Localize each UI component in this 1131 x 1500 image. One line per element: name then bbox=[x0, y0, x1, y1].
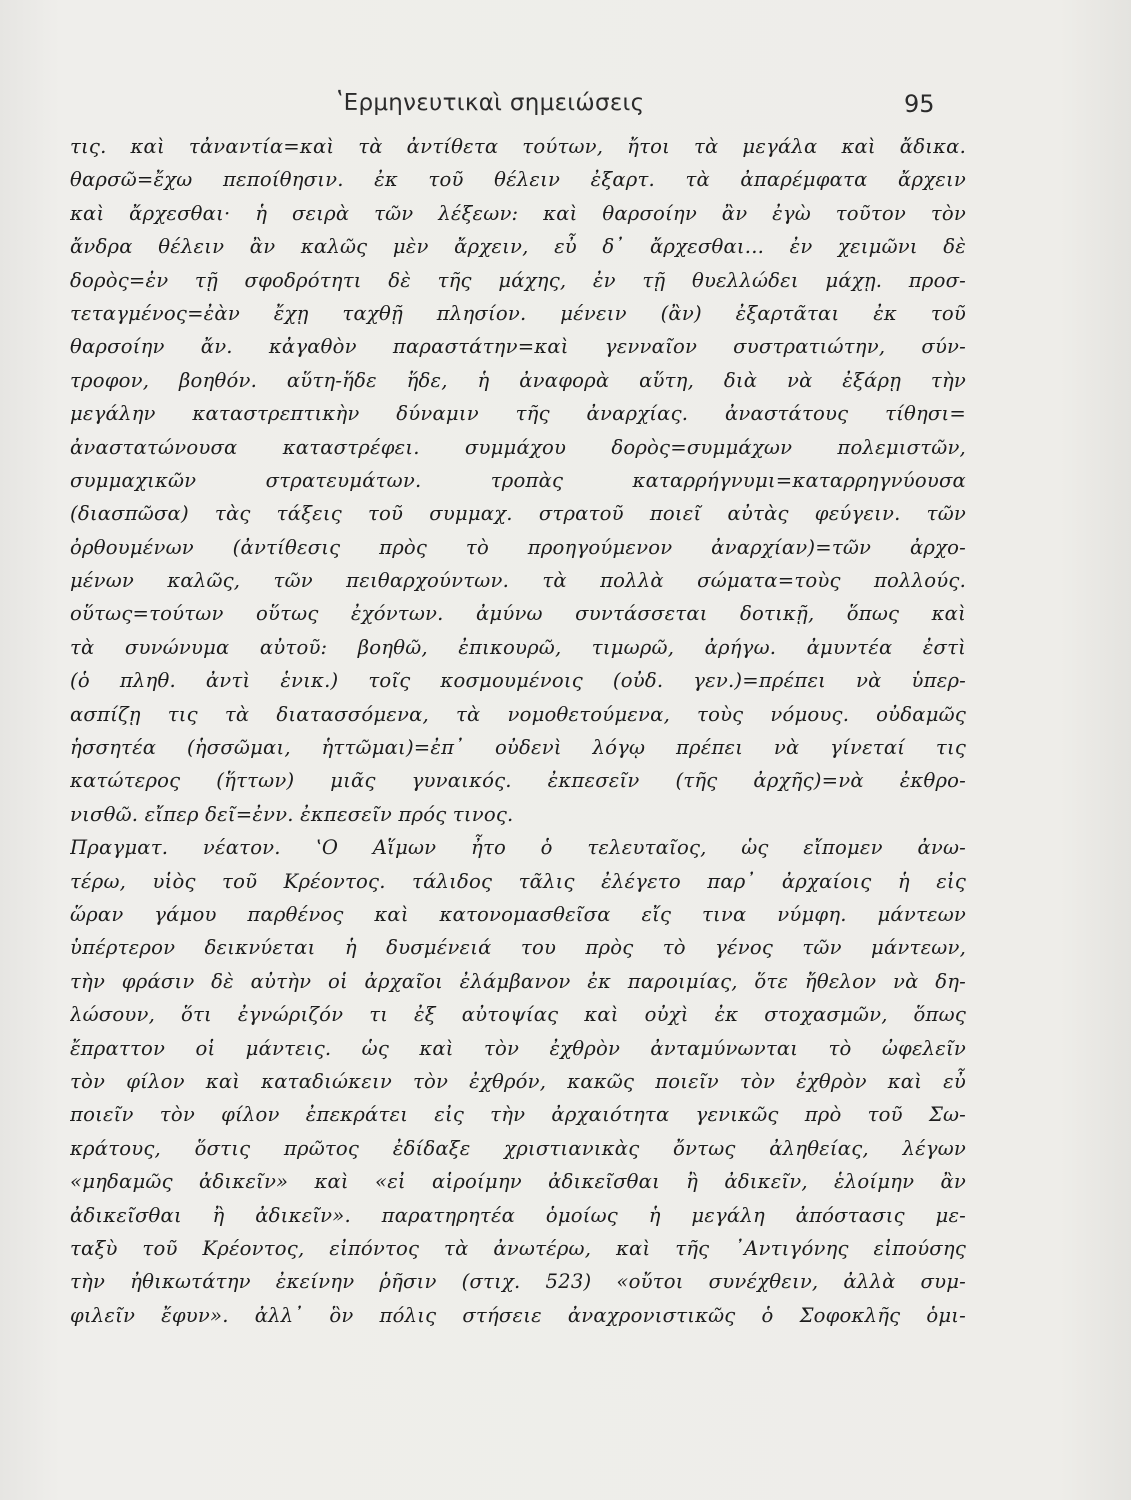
text-line: τροφον, βοηθόν. αὕτη-ἥδε ἥδε, ἡ ἀναφορὰ αὕτη, διὰ νὰ ἐξάρῃ τὴν bbox=[70, 368, 966, 392]
text-line: (διασπῶσα) τὰς τάξεις τοῦ συμμαχ. στρατοῦ ποιεῖ αὐτὰς φεύγειν. τῶν bbox=[70, 502, 966, 526]
text-line: ἄνδρα θέλειν ἂν καλῶς μὲν ἄρχειν, εὖ δ᾽ ἄρχεσθαι... ἐν χειμῶνι δὲ bbox=[70, 235, 966, 259]
text-line: Πραγματ. νέατον. ʽΟ Αἵμων ἦτο ὁ τελευταῖος, ὡς εἴπομεν ἀνω- bbox=[70, 836, 966, 860]
text-line: τὴν φράσιν δὲ αὐτὴν οἱ ἀρχαῖοι ἐλάμβανον ἐκ παροιμίας, ὅτε ἤθελον νὰ δη- bbox=[70, 969, 966, 993]
text-line: ταξὺ τοῦ Κρέοντος, εἰπόντος τὰ ἀνωτέρω, καὶ τῆς ᾽Αντιγόνης εἰπούσης bbox=[70, 1236, 966, 1260]
text-line: μένων καλῶς, τῶν πειθαρχούντων. τὰ πολλὰ σώματα=τοὺς πολλούς. bbox=[70, 569, 966, 593]
text-line: νισθῶ. εἴπερ δεῖ=ἐνν. ἐκπεσεῖν πρός τινος. bbox=[70, 802, 514, 826]
text-line: θαρσοίην ἄν. κἀγαθὸν παραστάτην=καὶ γενναῖον συστρατιώτην, σύν- bbox=[70, 335, 966, 359]
text-line: τὴν ἠθικωτάτην ἐκείνην ῥῆσιν (στιχ. 523) «οὔτοι συνέχθειν, ἀλλὰ συμ- bbox=[70, 1270, 966, 1294]
text-line: τις. καὶ τἀναντία=καὶ τὰ ἀντίθετα τούτων, ἤτοι τὰ μεγάλα καὶ ἄδικα. bbox=[70, 135, 966, 158]
text-line: καὶ ἄρχεσθαι· ἡ σειρὰ τῶν λέξεων: καὶ θαρσοίην ἂν ἐγὼ τοῦτον τὸν bbox=[70, 201, 966, 225]
text-line: τὸν φίλον καὶ καταδιώκειν τὸν ἐχθρόν, κακῶς ποιεῖν τὸν ἐχθρὸν καὶ εὖ bbox=[70, 1069, 966, 1093]
text-line: ἀδικεῖσθαι ἢ ἀδικεῖν». παρατηρητέα ὁμοίως ἡ μεγάλη ἀπόστασις με- bbox=[70, 1203, 966, 1227]
text-line: μεγάλην καταστρεπτικὴν δύναμιν τῆς ἀναρχίας. ἀναστάτους τίθησι= bbox=[70, 402, 966, 426]
text-line: τὰ συνώνυμα αὐτοῦ: βοηθῶ, ἐπικουρῶ, τιμωρῶ, ἀρήγω. ἀμυντέα ἐστὶ bbox=[70, 635, 966, 659]
text-line: θαρσῶ=ἔχω πεποίθησιν. ἐκ τοῦ θέλειν ἐξαρτ. τὰ ἀπαρέμφατα ἄρχειν bbox=[70, 168, 966, 192]
text-line: λώσουν, ὅτι ἐγνώριζόν τι ἐξ αὐτοψίας καὶ οὐχὶ ἐκ στοχασμῶν, ὅπως bbox=[70, 1003, 966, 1027]
text-line: ποιεῖν τὸν φίλον ἐπεκράτει εἰς τὴν ἀρχαιότητα γενικῶς πρὸ τοῦ Σω- bbox=[70, 1103, 966, 1127]
text-line: κράτους, ὅστις πρῶτος ἐδίδαξε χριστιανικὰς ὄντως ἀληθείας, λέγων bbox=[70, 1136, 966, 1160]
text-line: τέρω, υἱὸς τοῦ Κρέοντος. τάλιδος τᾶλις ἐλέγετο παρ᾽ ἀρχαίοις ἡ εἰς bbox=[70, 869, 966, 893]
text-line: ὀρθουμένων (ἀντίθεσις πρὸς τὸ προηγούμενον ἀναρχίαν)=τῶν ἀρχο- bbox=[70, 535, 966, 559]
text-line: οὕτως=τούτων οὕτως ἐχόντων. ἀμύνω συντάσσεται δοτικῇ, ὅπως καὶ bbox=[70, 602, 966, 626]
text-line: ὥραν γάμου παρθένος καὶ κατονομασθεῖσα εἴς τινα νύμφη. μάντεων bbox=[70, 902, 966, 926]
text-line: (ὁ πληθ. ἀντὶ ἑνικ.) τοῖς κοσμουμένοις (οὐδ. γεν.)=πρέπει νὰ ὑπερ- bbox=[70, 669, 966, 693]
text-line: φιλεῖν ἔφυν». ἀλλ᾽ ὃν πόλις στήσειε ἀναχρονιστικῶς ὁ Σοφοκλῆς ὁμι- bbox=[70, 1303, 966, 1327]
text-line: ὑπέρτερον δεικνύεται ἡ δυσμένειά του πρὸς τὸ γένος τῶν μάντεων, bbox=[70, 936, 966, 960]
text-line: ασπίζῃ τις τὰ διατασσόμενα, τὰ νομοθετούμενα, τοὺς νόμους. οὐδαμῶς bbox=[70, 702, 966, 726]
text-line: συμμαχικῶν στρατευμάτων. τροπὰς καταρρήγνυμι=καταρρηγνύουσα bbox=[70, 468, 966, 492]
text-line: τεταγμένος=ἐὰν ἔχῃ ταχθῇ πλησίον. μένειν (ἂν) ἐξαρτᾶται ἐκ τοῦ bbox=[70, 301, 966, 325]
text-line: ἀναστατώνουσα καταστρέφει. συμμάχου δορὸς=συμμάχων πολεμιστῶν, bbox=[70, 435, 966, 459]
text-line: «μηδαμῶς ἀδικεῖν» καὶ «εἰ αἱροίμην ἀδικεῖσθαι ἢ ἀδικεῖν, ἑλοίμην ἂν bbox=[70, 1170, 966, 1194]
page-number: 95 bbox=[904, 90, 935, 118]
commentary-text bbox=[70, 130, 966, 1332]
text-line: δορὸς=ἐν τῇ σφοδρότητι δὲ τῆς μάχης, ἐν τῇ θυελλώδει μάχῃ. προσ- bbox=[70, 268, 966, 292]
running-title: ʽΕρμηνευτικαὶ σημειώσεις bbox=[336, 90, 645, 116]
page-header bbox=[0, 86, 1131, 126]
text-line: ἡσσητέα (ἡσσῶμαι, ἡττῶμαι)=ἐπ᾽ οὐδενὶ λόγῳ πρέπει νὰ γίνεταί τις bbox=[70, 736, 966, 760]
text-line: ἔπραττον οἱ μάντεις. ὡς καὶ τὸν ἐχθρὸν ἀνταμύνωνται τὸ ὠφελεῖν bbox=[70, 1036, 966, 1060]
text-line: κατώτερος (ἥττων) μιᾶς γυναικός. ἐκπεσεῖν (τῆς ἀρχῆς)=νὰ ἐκθρο- bbox=[70, 769, 966, 793]
